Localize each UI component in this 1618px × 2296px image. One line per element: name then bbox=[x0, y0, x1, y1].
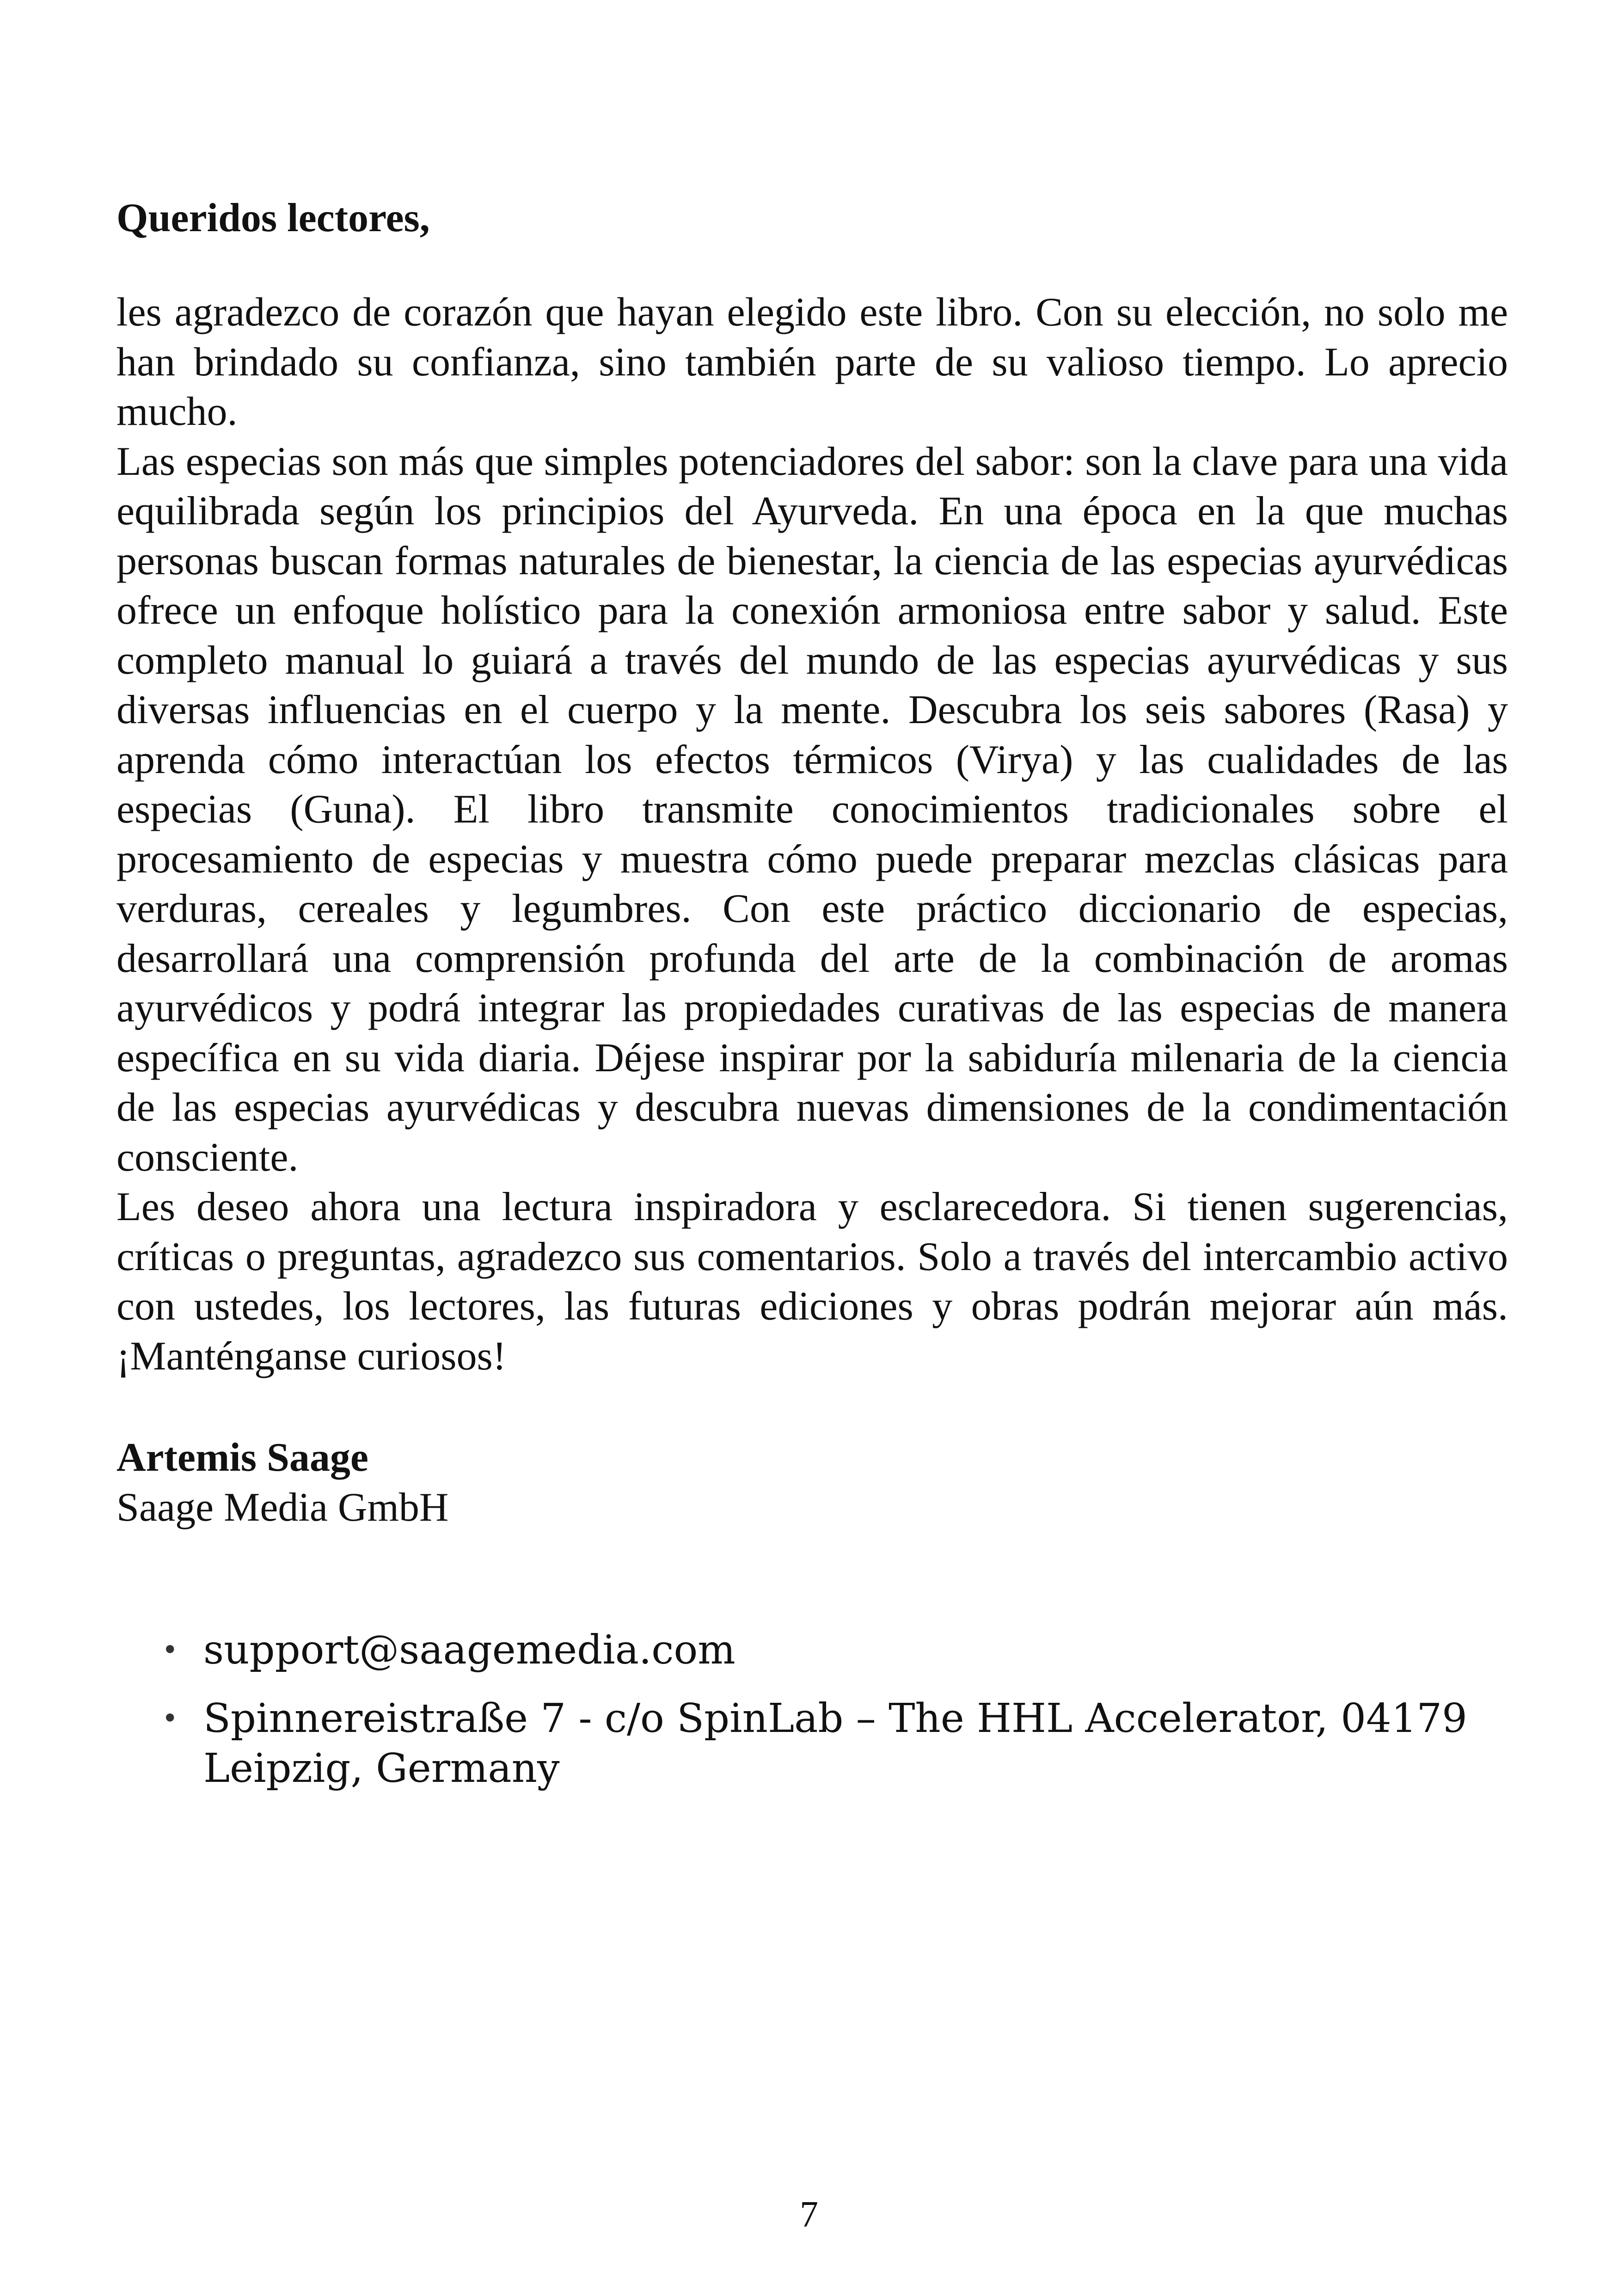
contact-list bbox=[116, 1625, 1508, 1793]
paragraph-closing: Les deseo ahora una lectura inspiradora y esclarecedora. Si tienen sugerencias, críticas o preguntas, agradezco sus comentarios. Solo a través del intercambio activo con ustedes, los lectores, las futuras ediciones y obras podrán mejorar aún más. ¡Manténganse curiosos! bbox=[116, 1185, 1508, 1379]
bullet-icon: • bbox=[162, 1634, 178, 1666]
company-name: Saage Media GmbH bbox=[116, 1485, 449, 1530]
bullet-icon: • bbox=[162, 1702, 178, 1735]
contact-email-text: support@saagemedia.com bbox=[203, 1627, 735, 1673]
contact-email bbox=[116, 1625, 1544, 1675]
paragraph-spices-intro: Las especias son más que simples potenciadores del sabor: son la clave para una vida equilibrada según los principios del Ayurveda. En una época en la que muchas personas buscan formas naturales de bienestar, la ciencia de las especias ayurvédicas ofrece un enfoque holístico para la conexión armoniosa entre sabor y salud. Este completo manual lo guiará a través del mundo de las especias ayurvédicas y sus diversas influencias en el cuerpo y la mente. Descubra los seis sabores (Rasa) y aprenda cómo interactúan los efectos térmicos (Virya) y las cualidades de las especias (Guna). El libro transmite conocimientos tradicionales sobre el procesamiento de especias y muestra cómo puede preparar mezclas clásicas para verduras, cereales y legumbres. Con este práctico diccionario de especias, desarrollará una comprensión profunda del arte de la combinación de aromas ayurvédicos y podrá integrar las propiedades curativas de las especias de manera específica en su vida diaria. Déjese inspirar por la sabiduría milenaria de la ciencia de las especias ayurvédicas y descubra nuevas dimensiones de la condimentación consciente. bbox=[116, 439, 1508, 1180]
salutation: Queridos lectores, bbox=[116, 196, 430, 240]
contact-address-text: Spinnereistraße 7 - c/o SpinLab – The HHL Accelerator, 04179 Leipzig, Germany bbox=[203, 1695, 1467, 1792]
contact-address bbox=[116, 1694, 1544, 1793]
paragraph-gratitude: les agradezco de corazón que hayan elegido este libro. Con su elección, no solo me han brindado su confianza, sino también parte de su valioso tiempo. Lo aprecio mucho. bbox=[116, 290, 1508, 434]
page-number: 7 bbox=[800, 2194, 818, 2235]
author-name: Artemis Saage bbox=[116, 1435, 368, 1480]
signature-block bbox=[116, 1433, 1508, 1533]
letter-content bbox=[116, 193, 1508, 1812]
